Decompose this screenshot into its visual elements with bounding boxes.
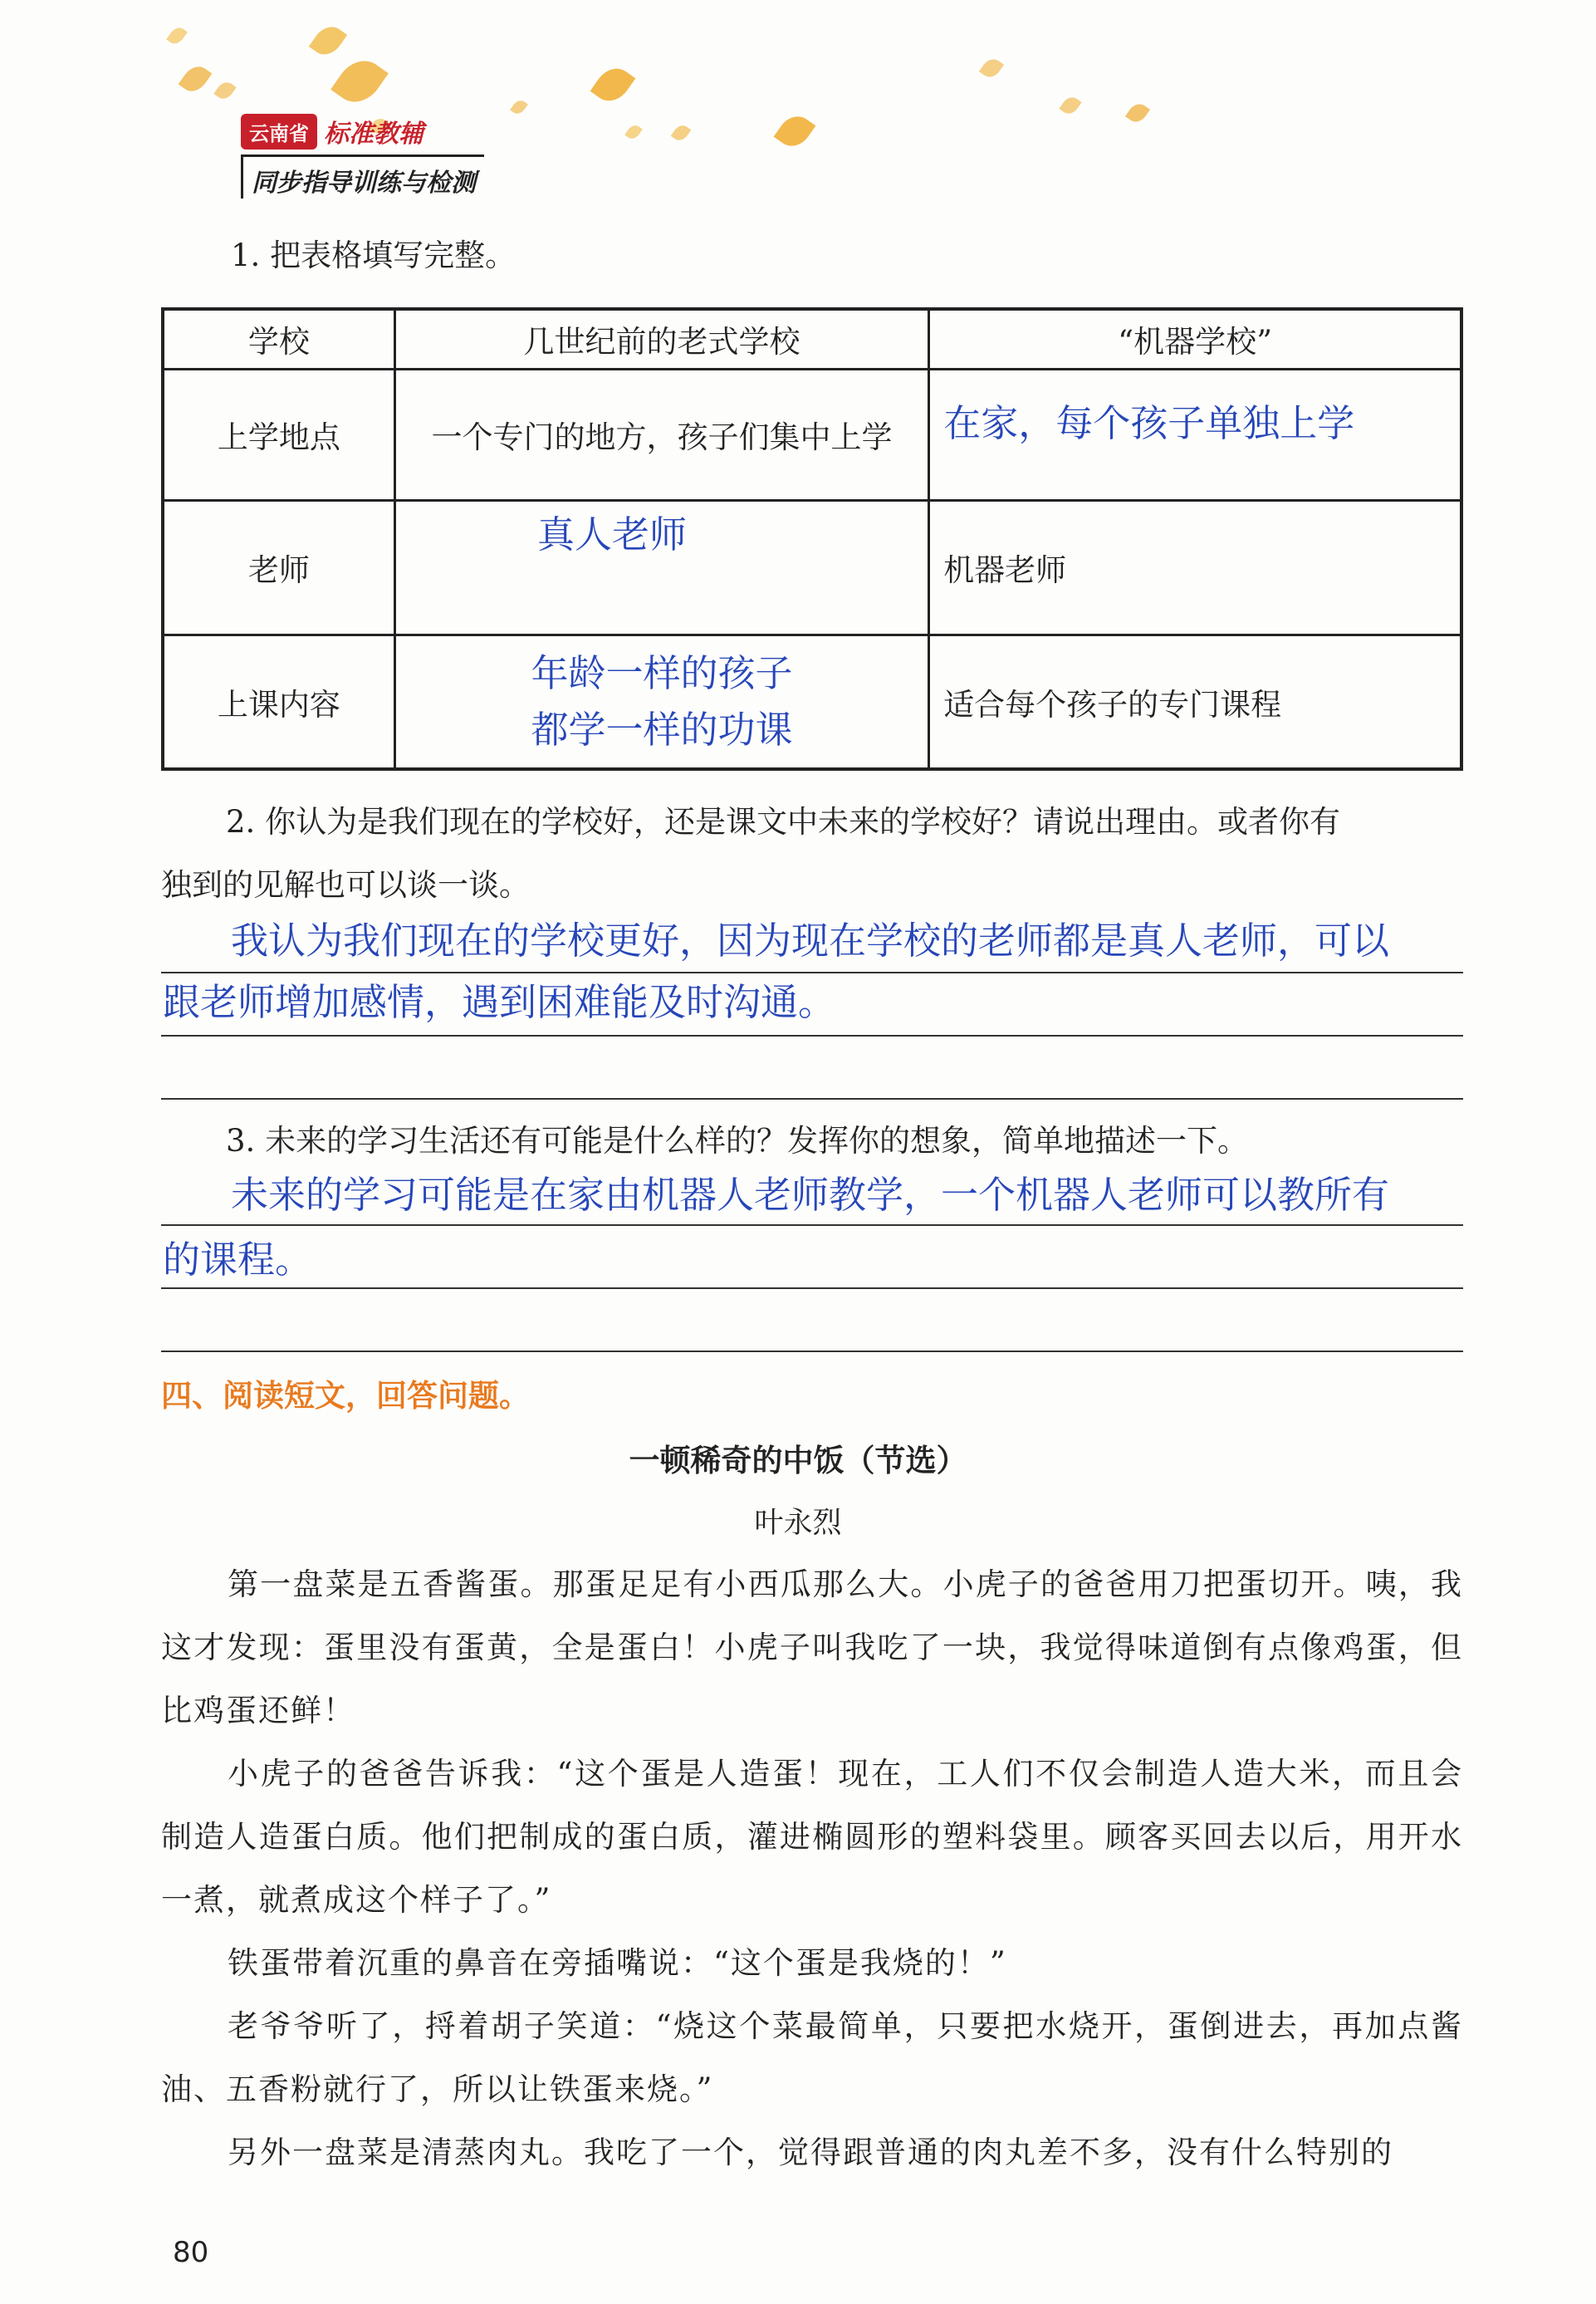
- row-label: 上课内容: [163, 635, 394, 769]
- q2-prompt-line2: 独到的见解也可以谈一谈。: [161, 867, 530, 903]
- table-row: [163, 635, 1461, 769]
- answer-rule: [161, 1224, 1463, 1226]
- q2-prompt-line1: 2. 你认为是我们现在的学校好，还是课文中未来的学校好？请说出理由。或者你有: [226, 804, 1341, 840]
- leaf-decoration-icon: [179, 61, 213, 97]
- handwritten-answer-line: 都学一样的功课: [531, 707, 793, 752]
- answer-table: [161, 307, 1463, 771]
- table-header-cell: “机器学校”: [929, 309, 1461, 369]
- table-row: [163, 500, 1461, 635]
- answer-rule: [161, 1035, 1463, 1037]
- leaf-decoration-icon: [213, 79, 236, 102]
- article-paragraph: 第一盘菜是五香酱蛋。那蛋足足有小西瓜那么大。小虎子的爸爸用刀把蛋切开。咦，我这才发现：蛋里没有蛋黄，全是蛋白！小虎子叫我吃了一块，我觉得味道倒有点像鸡蛋，但比鸡蛋还鲜！: [161, 1566, 1463, 1728]
- leaf-decoration-icon: [1059, 94, 1081, 117]
- table-header-cell: 几世纪前的老式学校: [394, 309, 928, 369]
- q3-answer-line2: 的课程。: [163, 1238, 313, 1282]
- table-header-row: [163, 309, 1461, 369]
- leaf-decoration-icon: [979, 55, 1004, 81]
- q2-answer-line2: 跟老师增加感情，遇到困难能及时沟通。: [163, 980, 836, 1024]
- table-header-cell: 学校: [163, 309, 394, 369]
- article-author: 叶永烈: [754, 1507, 842, 1540]
- q2-answer-line1: 我认为我们现在的学校更好，因为现在学校的老师都是真人老师，可以: [231, 919, 1390, 963]
- leaf-decoration-icon: [1125, 100, 1150, 125]
- brand-header: [241, 113, 484, 199]
- article-paragraph: 铁蛋带着沉重的鼻音在旁插嘴说：“这个蛋是我烧的！”: [228, 1945, 1007, 1981]
- handwritten-answer: 真人老师: [394, 500, 928, 635]
- article-title: 一顿稀奇的中饭（节选）: [629, 1443, 967, 1478]
- leaf-decoration-icon: [671, 122, 692, 144]
- brand-badge: 云南省: [241, 114, 317, 150]
- handwritten-answer: 在家，每个孩子单独上学: [929, 369, 1461, 500]
- leaf-decoration-icon: [309, 21, 347, 61]
- table-row: [163, 369, 1461, 500]
- q3-answer-line1: 未来的学习可能是在家由机器人老师教学，一个机器人老师可以教所有: [231, 1173, 1390, 1217]
- brand-name: 标准教辅: [324, 120, 423, 149]
- page-number: 80: [173, 2236, 209, 2269]
- answer-rule: [161, 1287, 1463, 1289]
- table-cell: 一个专门的地方，孩子们集中上学: [394, 369, 928, 500]
- leaf-decoration-icon: [624, 123, 643, 142]
- article-paragraph: 另外一盘菜是清蒸肉丸。我吃了一个，觉得跟普通的肉丸差不多，没有什么特别的: [228, 2135, 1393, 2170]
- q1-prompt: 1. 把表格填写完整。: [231, 238, 516, 273]
- section-heading: 四、阅读短文，回答问题。: [161, 1378, 530, 1414]
- article-paragraph: 老爷爷听了，捋着胡子笑道：“烧这个菜最简单，只要把水烧开，蛋倒进去，再加点酱油、五香粉就行了，所以让铁蛋来烧。”: [161, 2008, 1463, 2107]
- leaf-decoration-icon: [330, 51, 389, 111]
- table-cell: 机器老师: [929, 500, 1461, 635]
- brand-subtitle: 同步指导训练与检测: [241, 154, 484, 199]
- leaf-decoration-icon: [590, 61, 636, 109]
- q3-prompt: 3. 未来的学习生活还有可能是什么样的？发挥你的想象，简单地描述一下。: [226, 1123, 1249, 1159]
- leaf-decoration-icon: [510, 98, 528, 117]
- leaf-decoration-icon: [166, 24, 188, 47]
- row-label: 老师: [163, 500, 394, 635]
- answer-rule: [161, 1098, 1463, 1100]
- article-paragraph: 小虎子的爸爸告诉我：“这个蛋是人造蛋！现在，工人们不仅会制造人造大米，而且会制造人造蛋白质。他们把制成的蛋白质，灌进椭圆形的塑料袋里。顾客买回去以后，用开水一煮，就煮成这个样子了。”: [161, 1756, 1463, 1918]
- handwritten-answer: [394, 635, 928, 769]
- table-cell: 适合每个孩子的专门课程: [929, 635, 1461, 769]
- leaf-decoration-icon: [774, 110, 816, 153]
- handwritten-answer-line: 年龄一样的孩子: [531, 651, 793, 696]
- row-label: 上学地点: [163, 369, 394, 500]
- answer-rule: [161, 1351, 1463, 1352]
